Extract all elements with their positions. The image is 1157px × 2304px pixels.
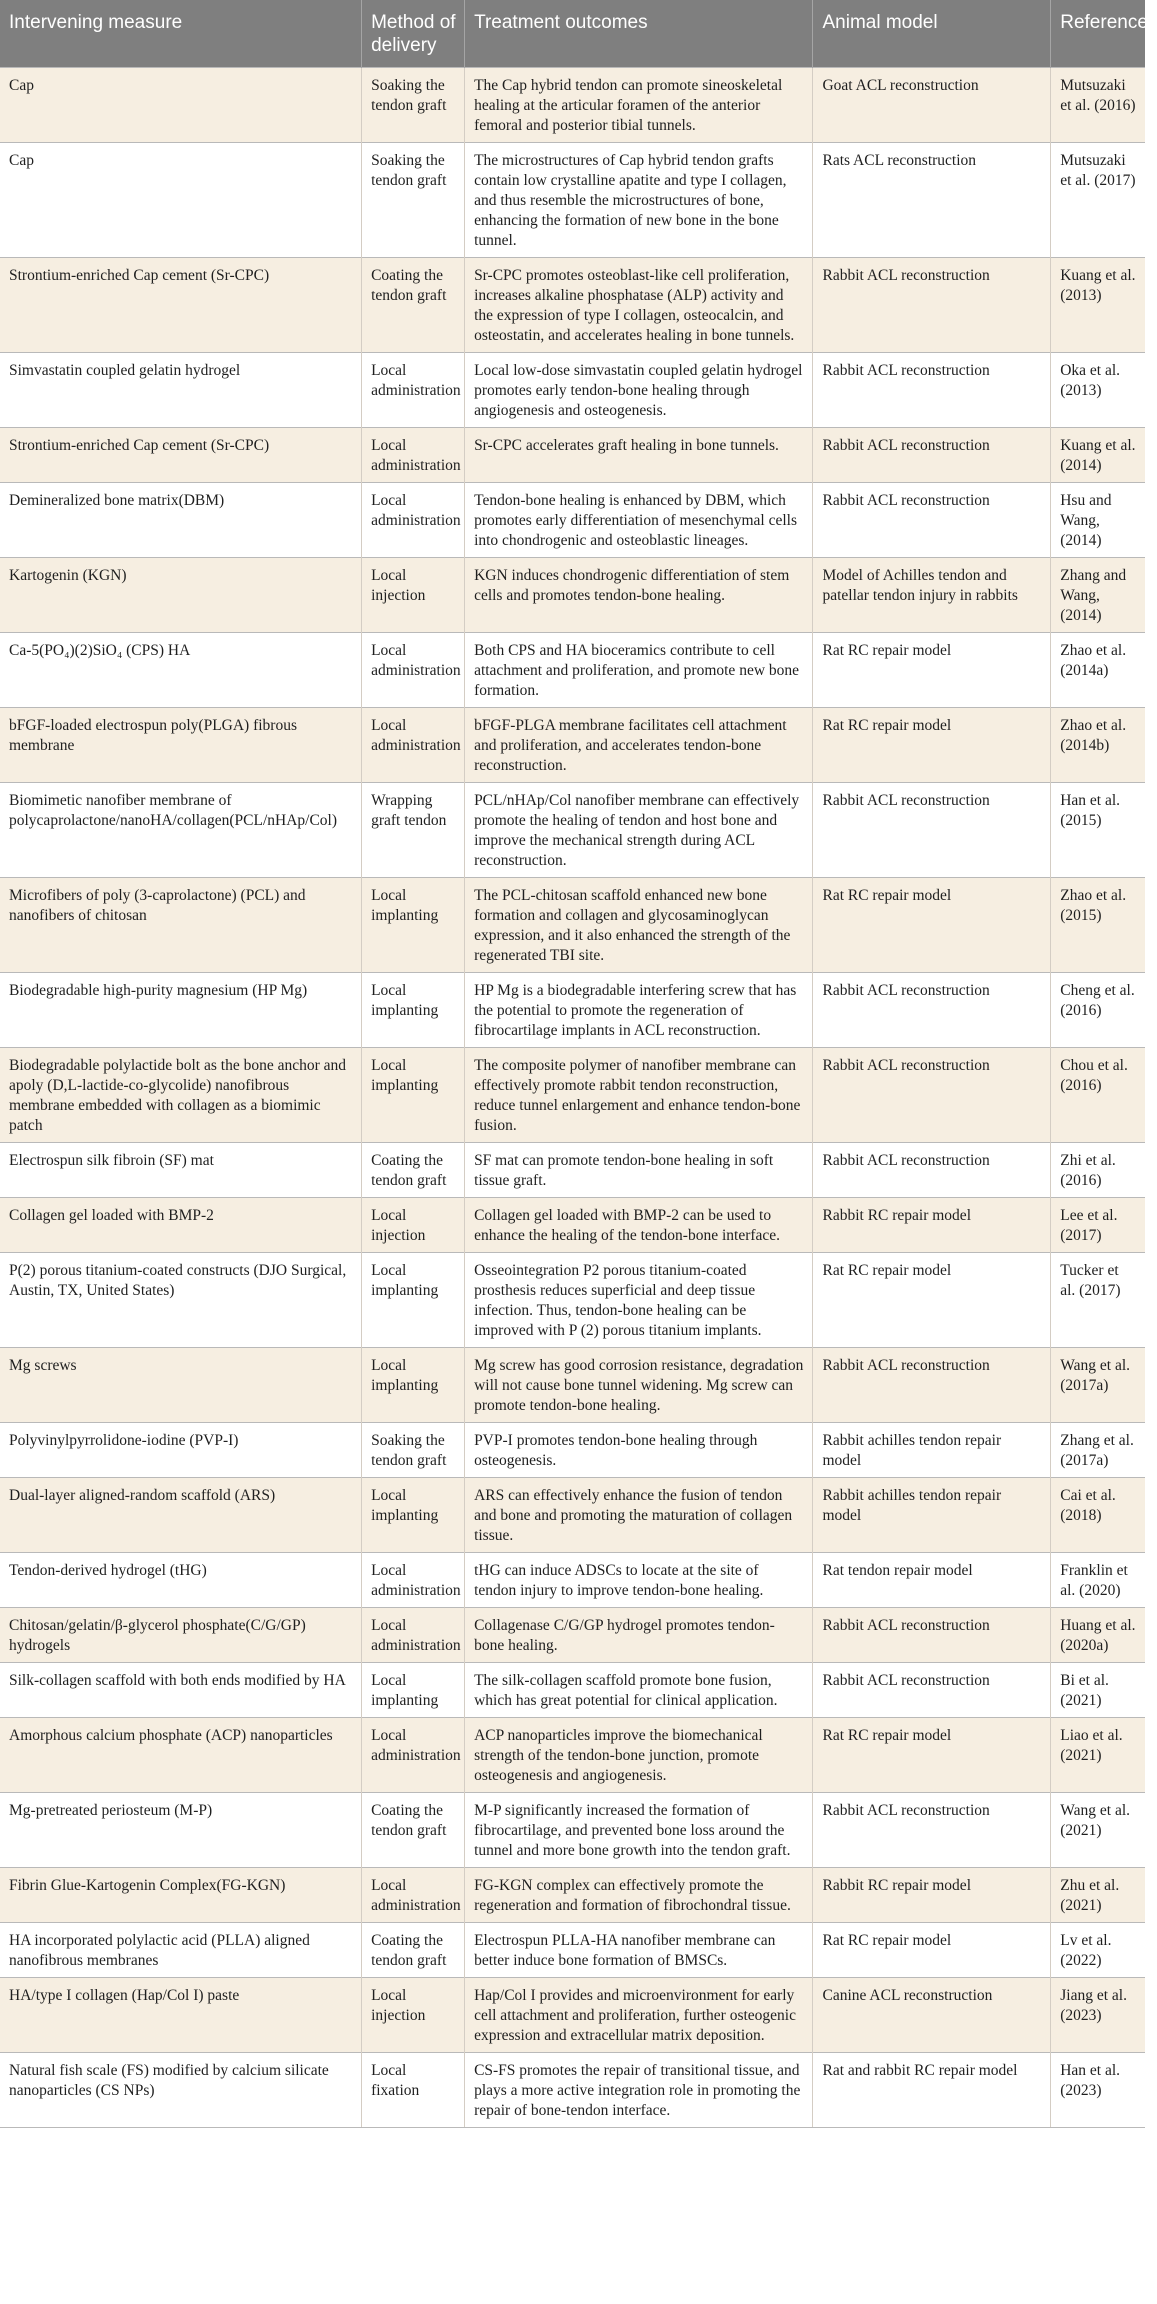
table-row [0, 1198, 1145, 1253]
animal-model-cell: Rabbit ACL reconstruction [813, 1793, 1051, 1868]
table-row [0, 1143, 1145, 1198]
animal-model-cell: Rabbit ACL reconstruction [813, 1143, 1051, 1198]
animal-model-cell: Rat RC repair model [813, 1253, 1051, 1348]
treatment-outcome-cell: KGN induces chondrogenic differentiation of stem cells and promotes tendon-bone healing. [465, 558, 813, 633]
animal-model-cell: Rabbit ACL reconstruction [813, 428, 1051, 483]
treatment-outcome-cell: Tendon-bone healing is enhanced by DBM, which promotes early differentiation of mesenchymal cells into chondrogenic and osteoblastic lineages. [465, 483, 813, 558]
treatment-outcome-cell: FG-KGN complex can effectively promote the regeneration and formation of fibrochondral tissue. [465, 1868, 813, 1923]
animal-model-cell: Rabbit ACL reconstruction [813, 258, 1051, 353]
animal-model-cell: Rat and rabbit RC repair model [813, 2053, 1051, 2128]
table-row [0, 258, 1145, 353]
intervening-measure-cell: P(2) porous titanium-coated constructs (DJO Surgical, Austin, TX, United States) [0, 1253, 362, 1348]
animal-model-cell: Rabbit ACL reconstruction [813, 973, 1051, 1048]
method-of-delivery-cell: Wrapping graft tendon [362, 783, 465, 878]
reference-cell: Zhu et al. (2021) [1051, 1868, 1145, 1923]
method-of-delivery-cell: Local administration [362, 1553, 465, 1608]
intervening-measure-cell: Mg-pretreated periosteum (M-P) [0, 1793, 362, 1868]
reference-cell: Tucker et al. (2017) [1051, 1253, 1145, 1348]
table-row [0, 1478, 1145, 1553]
intervening-measure-cell: Amorphous calcium phosphate (ACP) nanoparticles [0, 1718, 362, 1793]
method-of-delivery-cell: Local administration [362, 483, 465, 558]
intervening-measure-cell: Collagen gel loaded with BMP-2 [0, 1198, 362, 1253]
animal-model-cell: Rabbit achilles tendon repair model [813, 1423, 1051, 1478]
table-row [0, 1868, 1145, 1923]
animal-model-cell: Rat RC repair model [813, 878, 1051, 973]
treatment-outcome-cell: Osseointegration P2 porous titanium-coated prosthesis reduces superficial and deep tissue infection. Thus, tendon-bone healing can be improved with P (2) porous titanium implants. [465, 1253, 813, 1348]
intervening-measure-cell: Strontium-enriched Cap cement (Sr-CPC) [0, 428, 362, 483]
table-row [0, 973, 1145, 1048]
method-of-delivery-cell: Local implanting [362, 1478, 465, 1553]
reference-cell: Oka et al. (2013) [1051, 353, 1145, 428]
animal-model-cell: Rabbit ACL reconstruction [813, 1663, 1051, 1718]
method-of-delivery-cell: Local administration [362, 1868, 465, 1923]
intervening-measure-cell: Polyvinylpyrrolidone-iodine (PVP-I) [0, 1423, 362, 1478]
method-of-delivery-cell: Local administration [362, 353, 465, 428]
animal-model-cell: Rabbit RC repair model [813, 1868, 1051, 1923]
treatment-outcome-cell: tHG can induce ADSCs to locate at the site of tendon injury to improve tendon-bone healing. [465, 1553, 813, 1608]
treatment-outcome-cell: Hap/Col I provides and microenvironment for early cell attachment and proliferation, further osteogenic expression and extracellular matrix deposition. [465, 1978, 813, 2053]
method-of-delivery-cell: Soaking the tendon graft [362, 1423, 465, 1478]
animal-model-cell: Rabbit ACL reconstruction [813, 1348, 1051, 1423]
table-row [0, 353, 1145, 428]
reference-cell: Zhi et al. (2016) [1051, 1143, 1145, 1198]
treatment-outcome-cell: PVP-I promotes tendon-bone healing through osteogenesis. [465, 1423, 813, 1478]
table-row [0, 1663, 1145, 1718]
intervening-measure-cell: Mg screws [0, 1348, 362, 1423]
method-of-delivery-cell: Local injection [362, 558, 465, 633]
reference-cell: Kuang et al. (2013) [1051, 258, 1145, 353]
table-row [0, 878, 1145, 973]
treatment-outcome-cell: The composite polymer of nanofiber membrane can effectively promote rabbit tendon reconstruction, reduce tunnel enlargement and enhance tendon-bone fusion. [465, 1048, 813, 1143]
column-header-method-of-delivery: Method of delivery [362, 0, 465, 68]
reference-cell: Mutsuzaki et al. (2017) [1051, 143, 1145, 258]
treatment-outcome-cell: Electrospun PLLA-HA nanofiber membrane can better induce bone formation of BMSCs. [465, 1923, 813, 1978]
method-of-delivery-cell: Local administration [362, 633, 465, 708]
method-of-delivery-cell: Local administration [362, 708, 465, 783]
intervening-measure-cell: Natural fish scale (FS) modified by calcium silicate nanoparticles (CS NPs) [0, 2053, 362, 2128]
treatment-outcome-cell: The Cap hybrid tendon can promote sineoskeletal healing at the articular foramen of the anterior femoral and posterior tibial tunnels. [465, 68, 813, 143]
animal-model-cell: Rabbit ACL reconstruction [813, 1048, 1051, 1143]
intervening-measure-cell: Biomimetic nanofiber membrane of polycaprolactone/nanoHA/collagen(PCL/nHAp/Col) [0, 783, 362, 878]
reference-cell: Cai et al. (2018) [1051, 1478, 1145, 1553]
table-row [0, 1348, 1145, 1423]
method-of-delivery-cell: Local implanting [362, 1348, 465, 1423]
treatment-outcome-cell: Sr-CPC accelerates graft healing in bone tunnels. [465, 428, 813, 483]
treatment-outcome-cell: SF mat can promote tendon-bone healing in soft tissue graft. [465, 1143, 813, 1198]
intervening-measure-cell: Microfibers of poly (3-caprolactone) (PCL) and nanofibers of chitosan [0, 878, 362, 973]
animal-model-cell: Rat RC repair model [813, 1923, 1051, 1978]
header-row [0, 0, 1145, 68]
method-of-delivery-cell: Local fixation [362, 2053, 465, 2128]
table-row [0, 1608, 1145, 1663]
method-of-delivery-cell: Local administration [362, 1718, 465, 1793]
table-row [0, 2053, 1145, 2128]
reference-cell: Jiang et al. (2023) [1051, 1978, 1145, 2053]
treatment-outcome-cell: HP Mg is a biodegradable interfering screw that has the potential to promote the regeneration of fibrocartilage implants in ACL reconstruction. [465, 973, 813, 1048]
treatment-outcome-cell: ARS can effectively enhance the fusion of tendon and bone and promoting the maturation of collagen tissue. [465, 1478, 813, 1553]
table-row [0, 783, 1145, 878]
animal-model-cell: Rabbit ACL reconstruction [813, 353, 1051, 428]
reference-cell: Liao et al. (2021) [1051, 1718, 1145, 1793]
reference-cell: Zhao et al. (2015) [1051, 878, 1145, 973]
animal-model-cell: Model of Achilles tendon and patellar tendon injury in rabbits [813, 558, 1051, 633]
column-header-intervening-measure: Intervening measure [0, 0, 362, 68]
animal-model-cell: Rats ACL reconstruction [813, 143, 1051, 258]
table-row [0, 708, 1145, 783]
reference-cell: Han et al. (2015) [1051, 783, 1145, 878]
treatment-outcome-cell: Mg screw has good corrosion resistance, degradation will not cause bone tunnel widening. Mg screw can promote tendon-bone healing. [465, 1348, 813, 1423]
table-body [0, 68, 1145, 2128]
intervening-measure-cell: Kartogenin (KGN) [0, 558, 362, 633]
table-row [0, 1793, 1145, 1868]
table-row [0, 1718, 1145, 1793]
animal-model-cell: Goat ACL reconstruction [813, 68, 1051, 143]
table-row [0, 1553, 1145, 1608]
intervening-measure-cell: Strontium-enriched Cap cement (Sr-CPC) [0, 258, 362, 353]
method-of-delivery-cell: Coating the tendon graft [362, 258, 465, 353]
treatment-outcome-cell: Collagen gel loaded with BMP-2 can be used to enhance the healing of the tendon-bone interface. [465, 1198, 813, 1253]
animal-model-cell: Rabbit achilles tendon repair model [813, 1478, 1051, 1553]
table-row [0, 68, 1145, 143]
reference-cell: Wang et al. (2021) [1051, 1793, 1145, 1868]
method-of-delivery-cell: Local implanting [362, 878, 465, 973]
method-of-delivery-cell: Local implanting [362, 1253, 465, 1348]
reference-cell: Hsu and Wang, (2014) [1051, 483, 1145, 558]
treatment-outcome-cell: CS-FS promotes the repair of transitional tissue, and plays a more active integration role in promoting the repair of bone-tendon interface. [465, 2053, 813, 2128]
treatment-outcome-cell: The microstructures of Cap hybrid tendon grafts contain low crystalline apatite and type I collagen, and thus resemble the microstructures of bone, enhancing the formation of new bone in the bone tunnel. [465, 143, 813, 258]
intervening-measure-cell: Biodegradable high-purity magnesium (HP Mg) [0, 973, 362, 1048]
reference-cell: Lv et al. (2022) [1051, 1923, 1145, 1978]
treatment-outcome-cell: Both CPS and HA bioceramics contribute to cell attachment and proliferation, and promote new bone formation. [465, 633, 813, 708]
table-row [0, 558, 1145, 633]
method-of-delivery-cell: Coating the tendon graft [362, 1923, 465, 1978]
treatment-outcome-cell: Local low-dose simvastatin coupled gelatin hydrogel promotes early tendon-bone healing through angiogenesis and osteogenesis. [465, 353, 813, 428]
table-row [0, 483, 1145, 558]
table-row [0, 633, 1145, 708]
treatment-outcome-cell: The silk-collagen scaffold promote bone fusion, which has great potential for clinical application. [465, 1663, 813, 1718]
reference-cell: Han et al. (2023) [1051, 2053, 1145, 2128]
reference-cell: Wang et al. (2017a) [1051, 1348, 1145, 1423]
table-row [0, 143, 1145, 258]
treatment-outcome-cell: M-P significantly increased the formation of fibrocartilage, and prevented bone loss around the tunnel and more bone growth into the tendon graft. [465, 1793, 813, 1868]
animal-model-cell: Rabbit ACL reconstruction [813, 483, 1051, 558]
treatment-outcome-cell: PCL/nHAp/Col nanofiber membrane can effectively promote the healing of tendon and host bone and improve the mechanical strength during ACL reconstruction. [465, 783, 813, 878]
animal-model-cell: Rat tendon repair model [813, 1553, 1051, 1608]
reference-cell: Zhang and Wang, (2014) [1051, 558, 1145, 633]
intervening-measure-cell: HA incorporated polylactic acid (PLLA) aligned nanofibrous membranes [0, 1923, 362, 1978]
treatment-outcome-cell: ACP nanoparticles improve the biomechanical strength of the tendon-bone junction, promote osteogenesis and angiogenesis. [465, 1718, 813, 1793]
reference-cell: Cheng et al. (2016) [1051, 973, 1145, 1048]
intervening-measure-cell: HA/type I collagen (Hap/Col I) paste [0, 1978, 362, 2053]
treatment-outcome-cell: Sr-CPC promotes osteoblast-like cell proliferation, increases alkaline phosphatase (ALP) activity and the expression of type I collagen, osteocalcin, and osteostatin, and accelerates healing in bone tunnels. [465, 258, 813, 353]
intervening-measure-cell: Fibrin Glue-Kartogenin Complex(FG-KGN) [0, 1868, 362, 1923]
treatment-outcome-cell: Collagenase C/G/GP hydrogel promotes tendon-bone healing. [465, 1608, 813, 1663]
table-row [0, 1253, 1145, 1348]
reference-cell: Kuang et al. (2014) [1051, 428, 1145, 483]
table-row [0, 1978, 1145, 2053]
reference-cell: Zhao et al. (2014b) [1051, 708, 1145, 783]
reference-cell: Chou et al. (2016) [1051, 1048, 1145, 1143]
animal-model-cell: Canine ACL reconstruction [813, 1978, 1051, 2053]
reference-cell: Lee et al. (2017) [1051, 1198, 1145, 1253]
method-of-delivery-cell: Coating the tendon graft [362, 1143, 465, 1198]
reference-cell: Huang et al. (2020a) [1051, 1608, 1145, 1663]
reference-cell: Zhao et al. (2014a) [1051, 633, 1145, 708]
treatment-outcome-cell: bFGF-PLGA membrane facilitates cell attachment and proliferation, and accelerates tendon-bone reconstruction. [465, 708, 813, 783]
method-of-delivery-cell: Soaking the tendon graft [362, 143, 465, 258]
reference-cell: Franklin et al. (2020) [1051, 1553, 1145, 1608]
reference-cell: Zhang et al. (2017a) [1051, 1423, 1145, 1478]
animal-model-cell: Rabbit ACL reconstruction [813, 1608, 1051, 1663]
treatment-outcome-cell: The PCL-chitosan scaffold enhanced new bone formation and collagen and glycosaminoglycan expression, and it also enhanced the strength of the regenerated TBI site. [465, 878, 813, 973]
animal-model-cell: Rat RC repair model [813, 708, 1051, 783]
animal-model-cell: Rat RC repair model [813, 1718, 1051, 1793]
table-row [0, 1423, 1145, 1478]
reference-cell: Mutsuzaki et al. (2016) [1051, 68, 1145, 143]
intervening-measure-cell: Cap [0, 68, 362, 143]
method-of-delivery-cell: Soaking the tendon graft [362, 68, 465, 143]
column-header-treatment-outcomes: Treatment outcomes [465, 0, 813, 68]
animal-model-cell: Rabbit RC repair model [813, 1198, 1051, 1253]
intervening-measure-cell: Simvastatin coupled gelatin hydrogel [0, 353, 362, 428]
intervening-measure-cell: Ca-5(PO₄)(2)SiO₄ (CPS) HA [0, 633, 362, 708]
animal-model-cell: Rat RC repair model [813, 633, 1051, 708]
intervening-measure-cell: Chitosan/gelatin/β-glycerol phosphate(C/G/GP) hydrogels [0, 1608, 362, 1663]
method-of-delivery-cell: Local injection [362, 1978, 465, 2053]
intervening-measure-cell: Cap [0, 143, 362, 258]
method-of-delivery-cell: Local injection [362, 1198, 465, 1253]
intervening-measure-cell: Tendon-derived hydrogel (tHG) [0, 1553, 362, 1608]
method-of-delivery-cell: Local implanting [362, 973, 465, 1048]
method-of-delivery-cell: Local implanting [362, 1663, 465, 1718]
intervening-measure-cell: bFGF-loaded electrospun poly(PLGA) fibrous membrane [0, 708, 362, 783]
column-header-animal-model: Animal model [813, 0, 1051, 68]
method-of-delivery-cell: Coating the tendon graft [362, 1793, 465, 1868]
intervening-measure-cell: Biodegradable polylactide bolt as the bone anchor and apoly (D,L-lactide-co-glycolide) nanofibrous membrane embedded with collagen as a biomimic patch [0, 1048, 362, 1143]
method-of-delivery-cell: Local administration [362, 1608, 465, 1663]
intervening-measure-cell: Dual-layer aligned-random scaffold (ARS) [0, 1478, 362, 1553]
intervening-measure-cell: Demineralized bone matrix(DBM) [0, 483, 362, 558]
table-row [0, 1048, 1145, 1143]
intervening-measure-cell: Silk-collagen scaffold with both ends modified by HA [0, 1663, 362, 1718]
table-row [0, 428, 1145, 483]
method-of-delivery-cell: Local administration [362, 428, 465, 483]
column-header-references: References [1051, 0, 1145, 68]
animal-model-cell: Rabbit ACL reconstruction [813, 783, 1051, 878]
table-row [0, 1923, 1145, 1978]
method-of-delivery-cell: Local implanting [362, 1048, 465, 1143]
reference-cell: Bi et al. (2021) [1051, 1663, 1145, 1718]
intervening-measure-cell: Electrospun silk fibroin (SF) mat [0, 1143, 362, 1198]
